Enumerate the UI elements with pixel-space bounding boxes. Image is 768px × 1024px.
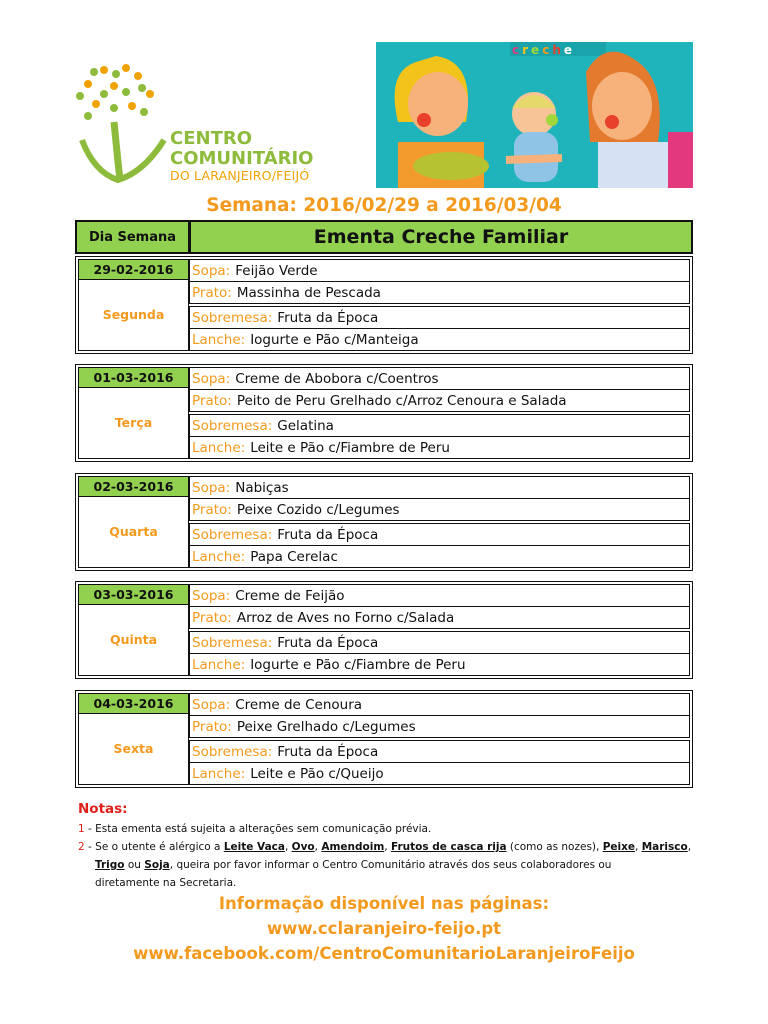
menu-row-sobremesa [189, 414, 690, 437]
note-2-line-3: diretamente na Secretaria. [95, 877, 237, 889]
menu-row-sobremesa [189, 306, 690, 329]
creche-word: creche [512, 43, 575, 57]
facebook-link[interactable]: www.facebook.com/CentroComunitarioLaranjeiroFeijo [133, 944, 635, 963]
family-illustration [376, 42, 693, 188]
prato-label: Prato: [192, 718, 232, 735]
prato-label: Prato: [192, 392, 232, 409]
day-name: Quinta [78, 604, 189, 676]
prato-label: Prato: [192, 501, 232, 518]
day-date: 02-03-2016 [78, 476, 189, 497]
allergen: Frutos de casca rija [390, 841, 507, 853]
note-1 [78, 820, 431, 838]
separator: , [314, 841, 322, 853]
prato-label: Prato: [192, 609, 232, 626]
menu-row-lanche [189, 545, 690, 568]
header-day-column: Dia Semana [75, 220, 190, 254]
sopa-label: Sopa: [192, 479, 231, 496]
prato-label: Prato: [192, 284, 232, 301]
menu-row-prato [189, 281, 690, 304]
menu-row-sopa [189, 476, 690, 499]
sobremesa-label: Sobremesa: [192, 526, 273, 543]
day-name: Terça [78, 387, 189, 459]
allergen: Leite Vaca [223, 841, 285, 853]
prato-value: Massinha de Pescada [236, 284, 381, 301]
prato-value: Peito de Peru Grelhado c/Arroz Cenoura e Salada [236, 392, 567, 409]
sopa-value: Creme de Feijão [235, 587, 345, 604]
sobremesa-label: Sobremesa: [192, 417, 273, 434]
allergen: Ovo [291, 841, 315, 853]
sobremesa-label: Sobremesa: [192, 309, 273, 326]
note-2-text-end: , queira por favor informar o Centro Comunitário através dos seus colaboradores ou [169, 859, 612, 871]
menu-row-prato [189, 606, 690, 629]
info-heading: Informação disponível nas páginas: [218, 894, 550, 913]
lanche-label: Lanche: [192, 656, 246, 673]
allergen: Soja [144, 859, 170, 871]
day-block [75, 473, 693, 571]
sobremesa-value: Fruta da Época [277, 309, 379, 326]
note-2-line-2 [95, 856, 611, 874]
lanche-label: Lanche: [192, 439, 246, 456]
prato-value: Peixe Grelhado c/Legumes [236, 718, 416, 735]
day-date: 04-03-2016 [78, 693, 189, 714]
note-1-text: - Esta ementa está sujeita a alterações sem comunicação prévia. [84, 823, 432, 835]
separator: , [635, 841, 642, 853]
menu-row-sopa [189, 259, 690, 282]
menu-row-lanche [189, 653, 690, 676]
allergen: Trigo [95, 859, 125, 871]
creche-illustration [376, 42, 693, 188]
menu-row-sobremesa [189, 631, 690, 654]
day-name: Segunda [78, 279, 189, 351]
day-date: 29-02-2016 [78, 259, 189, 280]
separator: , [384, 841, 391, 853]
lanche-label: Lanche: [192, 548, 246, 565]
note-2-number: 2 [78, 841, 85, 853]
sobremesa-label: Sobremesa: [192, 743, 273, 760]
day-name: Sexta [78, 713, 189, 785]
day-block [75, 256, 693, 354]
sopa-value: Creme de Abobora c/Coentros [235, 370, 439, 387]
note-ou: ou [124, 859, 145, 871]
note-2: 2 - Se o utente é alérgico a Leite Vaca, Ovo, Amendoim, Frutos de casca rija (como as nozes), Peixe, Marisco, [78, 841, 692, 853]
allergen: Amendoim [321, 841, 385, 853]
menu-row-lanche [189, 436, 690, 459]
lanche-label: Lanche: [192, 765, 246, 782]
day-block [75, 690, 693, 788]
menu-row-sopa [189, 367, 690, 390]
menu-row-lanche [189, 328, 690, 351]
sobremesa-value: Fruta da Época [277, 634, 379, 651]
prato-value: Peixe Cozido c/Legumes [236, 501, 400, 518]
menu-row-lanche [189, 762, 690, 785]
lanche-value: Iogurte e Pão c/Fiambre de Peru [250, 656, 466, 673]
day-name: Quarta [78, 496, 189, 568]
lanche-value: Papa Cerelac [250, 548, 338, 565]
menu-row-sopa [189, 693, 690, 716]
sobremesa-value: Fruta da Época [277, 526, 379, 543]
lanche-value: Iogurte e Pão c/Manteiga [250, 331, 419, 348]
sopa-label: Sopa: [192, 696, 231, 713]
allergen: Peixe [602, 841, 635, 853]
menu-row-prato [189, 498, 690, 521]
sopa-label: Sopa: [192, 370, 231, 387]
sopa-value: Nabiças [235, 479, 289, 496]
note-nuts-text: (como as nozes), [506, 841, 603, 853]
day-date: 01-03-2016 [78, 367, 189, 388]
day-block [75, 364, 693, 462]
header-menu-title: Ementa Creche Familiar [189, 220, 693, 254]
sopa-value: Creme de Cenoura [235, 696, 363, 713]
day-date: 03-03-2016 [78, 584, 189, 605]
menu-row-sopa [189, 584, 690, 607]
sopa-label: Sopa: [192, 587, 231, 604]
sopa-value: Feijão Verde [235, 262, 318, 279]
lanche-value: Leite e Pão c/Queijo [250, 765, 384, 782]
menu-row-prato [189, 715, 690, 738]
logo-line-2: COMUNITÁRIO [170, 148, 314, 169]
menu-row-sobremesa [189, 523, 690, 546]
tree-hands-icon [74, 62, 170, 192]
logo-line-1: CENTRO [170, 128, 253, 149]
separator: , [284, 841, 292, 853]
week-title: Semana: 2016/02/29 a 2016/03/04 [206, 195, 562, 216]
menu-row-prato [189, 389, 690, 412]
note-2-text-start: - Se o utente é alérgico a [84, 841, 224, 853]
website-link[interactable]: www.cclaranjeiro-feijo.pt [266, 919, 502, 938]
menu-row-sobremesa [189, 740, 690, 763]
sopa-label: Sopa: [192, 262, 231, 279]
notes-title: Notas: [78, 801, 128, 817]
lanche-value: Leite e Pão c/Fiambre de Peru [250, 439, 450, 456]
sobremesa-label: Sobremesa: [192, 634, 273, 651]
sobremesa-value: Fruta da Época [277, 743, 379, 760]
allergen: Marisco [641, 841, 688, 853]
note-1-number: 1 [78, 823, 85, 835]
logo [74, 62, 344, 192]
logo-line-3: DO LARANJEIRO/FEIJÓ [170, 168, 310, 183]
sobremesa-value: Gelatina [277, 417, 334, 434]
day-block [75, 581, 693, 679]
prato-value: Arroz de Aves no Forno c/Salada [236, 609, 455, 626]
lanche-label: Lanche: [192, 331, 246, 348]
